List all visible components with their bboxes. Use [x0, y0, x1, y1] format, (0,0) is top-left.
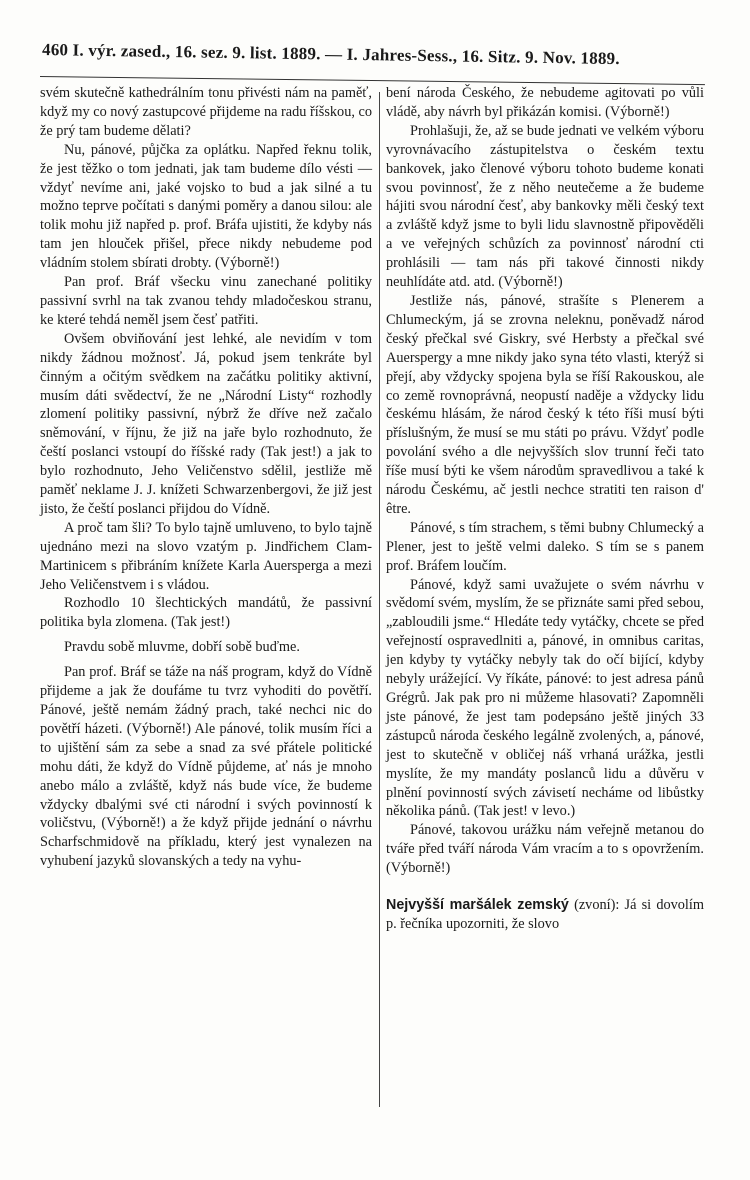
left-column	[40, 84, 372, 871]
paragraph: Pánové, takovou urážku nám veřejně metanou do tváře před tváří národa Vám vracím a to s opovržením. (Výborně!)	[386, 822, 704, 877]
paragraph: Ovšem obviňování jest lehké, ale nevidím v tom nikdy žádnou možnosť. Já, pokud jsem tenkráte byl činným a očitým svědkem na začátku politiky aktivní, musím dáti svědectví, že ne „Národní Listy“ rozhodly zlomení politiky passivní, nýbrž že dříve než začalo sněmování, v říjnu, že již na jaře bylo rozhodnuto, že čeští poslanci vstoupí do říšské rady (Tak jest!) a jak to bylo rozhodnuto, Jeho Veličenstvo sdělil, jestliže mě paměť neklame J. J. knížeti Schwarzenbergovi, že již jest jisto, že čeští poslanci přijdou do Vídně.	[40, 330, 372, 517]
paragraph: Jestliže nás, pánové, strašíte s Plenerem a Chlumeckým, já se zrovna neleknu, poněvadž národ český přečkal své Giskry, své Herbsty a přečkal své Auerspergy a mne nikdy jako syna této vlasti, kterýž si přejí, aby vždycky spojena byla se říší Rakouskou, ale co země rovnoprávná, neopustí naděje a vždycky lidu českému hlásám, že národ český k této říši musí býti příslušným, že musí se mu státi po právu. Vždyť podle povolání svého a dle nejvyšších slov trunní řeči tato říše musí býti ke všem národům spravedlivou a také k národu Českému, ač jestli nechce stratiti ten raison d' être.	[386, 292, 704, 517]
speaker-paragraph	[386, 896, 704, 934]
paragraph: Prohlašuji, že, až se bude jednati ve velkém výboru vyrovnávacího zástupitelstva o českém textu bankovek, jako členové výboru tohoto budeme konati svou povinnosť, že z něho neutečeme a že budeme hájiti svou národní česť, aby bankovky měli český text a zvláště když jsme to byli lidu slavnostně připověděli a ve veřejných schůzích za povinnosť národní cti prohlásili — tam nás při takové činnosti nikdy neuhlídáte atd. atd. (Výborně!)	[386, 122, 704, 291]
paragraph: Pravdu sobě mluvme, dobří sobě buďme.	[64, 639, 300, 656]
paragraph: Pánové, když sami uvažujete o svém návrhu v svědomí svém, myslím, že se přiznáte sami před sebou, „zabloudili jsme.“ Hledáte tedy vytáčky, chcete se před veřejností ospravedlniti a, pánové, in omnibus caritas, jen kdyby ty vytáčky nebyly tak do očí bijící, kdyby nebyly urážející. Vy říkáte, pánové: to jest adresa pánů Grégrů. Jak pak pro ni můžeme hlasovati? Zapomněli jste pánové, že jest tam podepsáno ještě jiných 33 zástupců národa českého legálně zvolených, a, pánové, jest to skutečně v obličej náš vrhaná urážka, jestli myslíte, že my mandáty poslanců lidu a důvěru v plnění povinností svých závisetí necháme od libůstky několika pánů. (Tak jest! v levo.)	[386, 576, 704, 820]
paragraph: Pan prof. Bráf se táže na náš program, když do Vídně přijdeme a jak že doufáme tu tvrz vyhoditi do povětří. Pánové, ještě nemám žádný prach, také nechci nic do povětří házeti. (Výborně!) Ale pánové, tolik musím říci a to ujištění sám za sebe a snad za své přátele politické mohu dáti, že když do Vídně půjdeme, ať nás je mnoho anebo málo a zvláště, když nás bude více, že budeme vždycky dbalými své cti národní i svých povinností k voličstvu, (Výborně!) a že když přijde jednání o návrhu Scharfschmidově na příkladu, který jest vynalezen na vyhubení jazyků slovanských a tedy na vyhu-	[40, 664, 372, 870]
speaker-text: (zvoní): Já si dovolím p. řečníka upozorniti, že slovo	[386, 897, 704, 932]
paragraph: Pánové, s tím strachem, s těmi bubny Chlumecký a Plener, jest to ještě velmi daleko. S tím se s panem prof. Bráfem loučím.	[386, 519, 704, 574]
paragraph: Rozhodlo 10 šlechtických mandátů, že passivní politika byla zlomena. (Tak jest!)	[40, 595, 372, 631]
column-divider	[379, 92, 380, 1107]
paragraph: bení národa Českého, že nebudeme agitovati po vůli vládě, aby návrh byl přikázán komisi. (Výborně!)	[386, 85, 704, 120]
right-column	[386, 84, 704, 934]
paragraph: Nu, pánové, půjčka za oplátku. Napřed řeknu tolik, že jest těžko o tom jednati, jak tam budeme dílo vésti — vždyť nevíme ani, jaké vojsko to bud a jak silné a tu možno teprve počítati s danými poměry a danou silou: ale tolik mohu již napřed p. prof. Bráfa ujistiti, že kdyby nás tam jen hlouček přišel, přece nikdy nebudeme pod vládním stolem sbírati drobty. (Výborně!)	[40, 141, 372, 272]
paragraph: Pan prof. Bráf všecku vinu zanechané politiky passivní svrhl na tak zvanou tehdy mladočeskou stranu, ke které tehdá neměl jsem česť patřiti.	[40, 274, 372, 328]
paragraph: A proč tam šli? To bylo tajně umluveno, to bylo tajně ujednáno mezi na slovo vzatým p. Jindřichem Clam-Martinicem s přibráním knížete Karla Auersperga a mezi Jeho Veličenstvem i s vládou.	[40, 519, 372, 593]
paragraph: svém skutečně kathedrálním tonu přivésti nám na paměť, když my co nový zastupcové přijdeme na radu říšskou, co že prý tam budeme dělati?	[40, 85, 372, 139]
running-header: 460 I. výr. zased., 16. sez. 9. list. 1889. — I. Jahres-Sess., 16. Sitz. 9. Nov. 1889.	[41, 40, 620, 69]
speaker-name: Nejvyšší maršálek zemský	[386, 897, 569, 914]
